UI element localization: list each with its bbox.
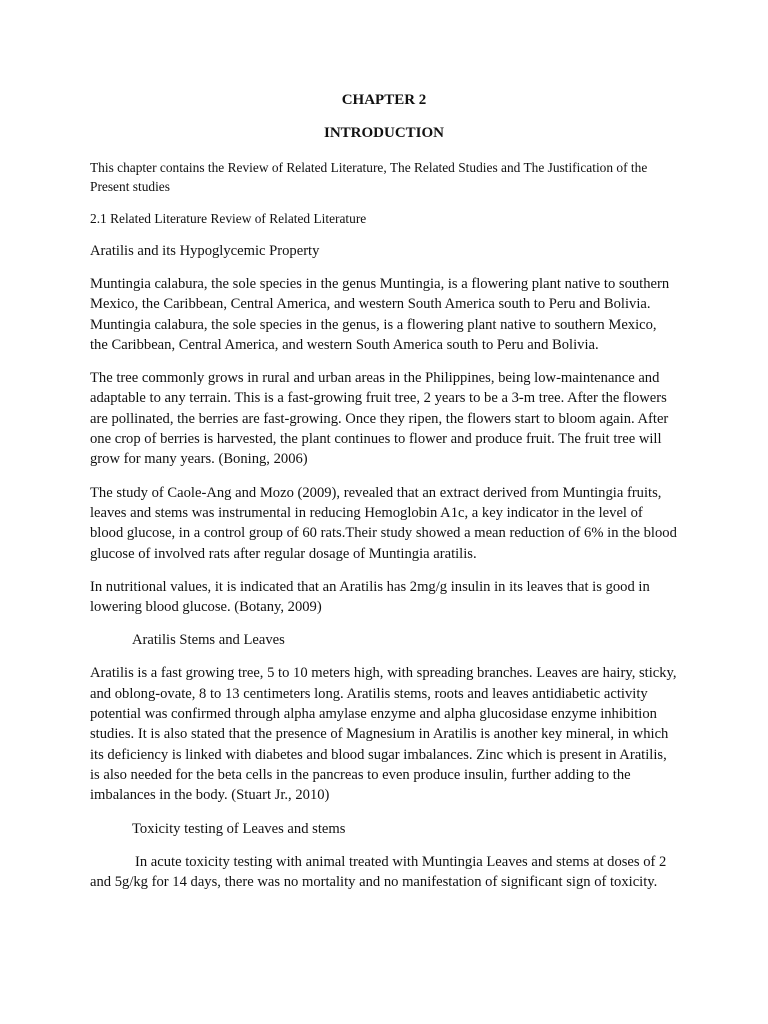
paragraph-toxicity-testing: In acute toxicity testing with animal treated with Muntingia Leaves and stems at doses of 2 and 5g/kg for 14 days, there was no mortality and no manifestation of significant sign of toxicity. bbox=[90, 853, 667, 890]
paragraph-aratilis-description: Aratilis is a fast growing tree, 5 to 10 meters high, with spreading branches. Leaves are hairy, sticky, and oblong-ovate, 8 to 13 centimeters long. Aratilis stems, roots and leaves antidiabetic activity potential was confirmed through alpha amylase enzyme and alpha glucosidase enzyme inhibition studies. It is also stated that the presence of Magnesium in Aratilis is another key mineral, in which its deficiency is linked with diabetes and blood sugar imbalances. Zinc which is present in Aratilis, is also needed for the beta cells in the pancreas to even produce insulin, further adding to the imbalances in the body. (Stuart Jr., 2010) bbox=[90, 665, 677, 804]
chapter-number: CHAPTER 2 bbox=[341, 92, 427, 108]
chapter-title: INTRODUCTION bbox=[323, 125, 444, 141]
document-page bbox=[90, 92, 678, 905]
paragraph-nutritional-values: In nutritional values, it is indicated that an Aratilis has 2mg/g insulin in its leaves that is good in lowering blood glucose. (Botany, 2009) bbox=[90, 578, 650, 616]
section-heading: 2.1 Related Literature Review of Related Literature bbox=[90, 211, 367, 226]
paragraph-muntingia-origin: Muntingia calabura, the sole species in the genus Muntingia, is a flowering plant native to southern Mexico, the Caribbean, Central America, and western South America south to Peru and Bolivia. Muntingia calabura, the sole species in the genus, is a flowering plant native to southern Mexico, the Caribbean, Central America, and western South America south to Peru and Bolivia. bbox=[90, 276, 670, 353]
intro-paragraph: This chapter contains the Review of Related Literature, The Related Studies and The Justification of the Present studies bbox=[90, 160, 648, 194]
subsection-heading-stems-leaves: Aratilis Stems and Leaves bbox=[132, 632, 285, 649]
subsection-heading-toxicity: Toxicity testing of Leaves and stems bbox=[132, 820, 346, 837]
paragraph-caole-ang-study: The study of Caole-Ang and Mozo (2009), revealed that an extract derived from Muntingia fruits, leaves and stems was instrumental in reducing Hemoglobin A1c, a key indicator in the level of blood glucose, in a control group of 60 rats.Their study showed a mean reduction of 6% in the blood glucose of involved rats after regular dosage of Muntingia aratilis. bbox=[90, 484, 677, 562]
paragraph-tree-growth: The tree commonly grows in rural and urban areas in the Philippines, being low-maintenance and adaptable to any terrain. This is a fast-growing fruit tree, 2 years to be a 3-m tree. After the flowers are pollinated, the berries are fast-growing. Once they ripen, the flowers start to bloom again. After one crop of berries is harvested, the plant continues to flower and produce fruit. The fruit tree will grow for many years. (Boning, 2006) bbox=[90, 370, 669, 468]
subsection-heading-aratilis-hypoglycemic: Aratilis and its Hypoglycemic Property bbox=[90, 243, 320, 259]
